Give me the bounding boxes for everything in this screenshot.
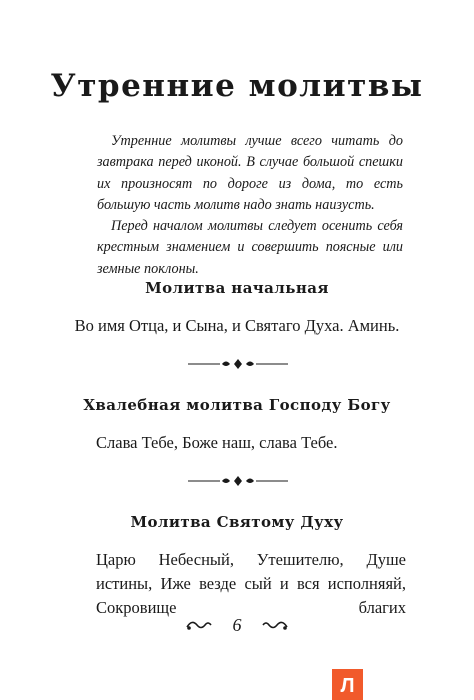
page-number: 6	[232, 615, 242, 635]
flourish-left-icon	[185, 619, 213, 633]
section-heading-praise-prayer: Хвалебная молитва Господу Богу	[83, 396, 391, 414]
section-heading-initial-prayer: Молитва начальная	[145, 279, 329, 297]
page-footer	[0, 615, 474, 639]
publisher-logo-icon	[332, 669, 363, 700]
ornament-divider	[188, 357, 288, 371]
prayer-text-holy-spirit: Царю Небесный, Утешителю, Душе истины, Иже везде сый и вся исполняяй, Сокровище благих	[96, 550, 406, 617]
prayer-text-praise: Слава Тебе, Боже наш, слава Тебе.	[96, 433, 338, 452]
logo-letter: Л	[340, 675, 355, 697]
section-heading-holy-spirit-prayer: Молитва Святому Духу	[130, 513, 344, 531]
intro-text	[97, 131, 403, 280]
prayer-text-initial: Во имя Отца, и Сына, и Святаго Духа. Аминь.	[74, 316, 400, 335]
intro-paragraph-1: Утренние молитвы лучше всего читать до завтрака перед иконой. В случае большой спешки их произносят по дороге из дома, то есть большую часть молитв надо знать наизусть.	[97, 133, 403, 213]
flourish-right-icon	[261, 619, 289, 633]
page-title: Утренние молитвы	[50, 68, 424, 104]
ornament-divider	[188, 474, 288, 488]
intro-paragraph-2: Перед началом молитвы следует осенить себя крестным знамением и совершить поясные или земные поклоны.	[97, 218, 403, 277]
